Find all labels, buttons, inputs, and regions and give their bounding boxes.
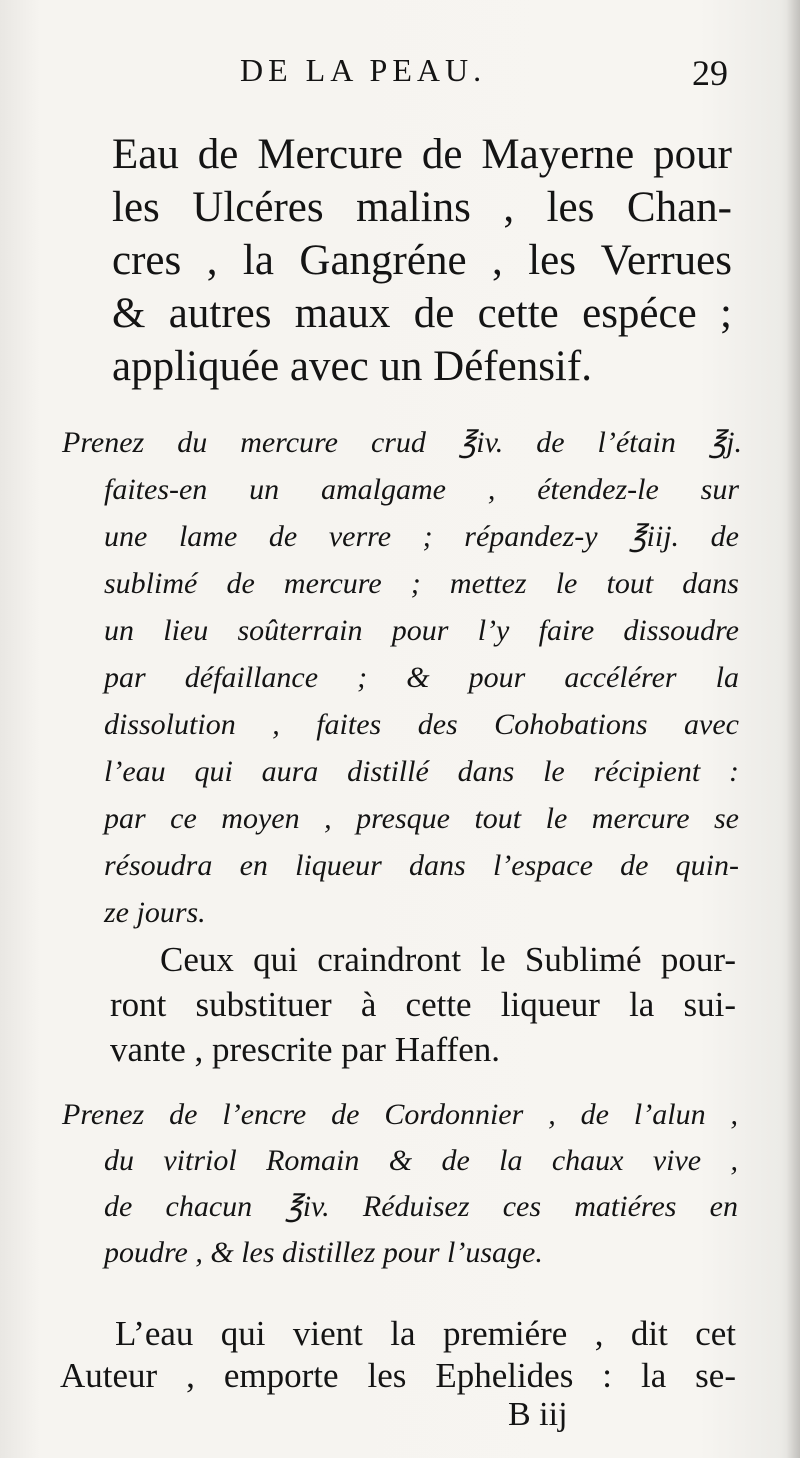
recipe-line: résoudra en liqueur dans l’espace de quin-: [104, 849, 739, 882]
title-line: cres , la Gangréne , les Verrues: [112, 237, 732, 284]
recipe-line: Prenez de l’encre de Cordonnier , de l’alun ,: [62, 1098, 738, 1131]
page-number: 29: [692, 53, 728, 93]
recipe-line: par défaillance ; & pour accélérer la: [104, 661, 739, 694]
signature-mark: B iij: [508, 1396, 568, 1433]
recipe-line: un lieu soûterrain pour l’y faire dissoudre: [104, 614, 739, 647]
title-line: Eau de Mercure de Mayerne pour: [112, 131, 732, 178]
recipe-line: faites-en un amalgame , étendez-le sur: [104, 473, 739, 506]
running-head: DE LA PEAU.: [240, 52, 487, 88]
recipe-line: dissolution , faites des Cohobations avec: [104, 708, 739, 741]
recipe-line: poudre , & les distillez pour l’usage.: [104, 1236, 543, 1269]
page-edge-shadow: [786, 0, 800, 1458]
paragraph-line: Ceux qui craindront le Sublimé pour-: [160, 940, 736, 979]
title-line: les Ulcéres malins , les Chan-: [112, 184, 732, 231]
recipe-line: Prenez du mercure crud ℥iv. de l’étain ℥j.: [62, 426, 742, 459]
recipe-line: ze jours.: [104, 896, 206, 929]
title-line: appliquée avec un Défensif.: [112, 343, 592, 390]
paragraph-line: L’eau qui vient la premiére , dit cet: [115, 1314, 736, 1353]
recipe-line: du vitriol Romain & de la chaux vive ,: [104, 1144, 738, 1177]
paragraph-line: ront substituer à cette liqueur la sui-: [110, 985, 736, 1024]
recipe-line: une lame de verre ; répandez-y ℥iij. de: [104, 520, 739, 553]
recipe-line: sublimé de mercure ; mettez le tout dans: [104, 567, 739, 600]
recipe-line: de chacun ℥iv. Réduisez ces matiéres en: [104, 1190, 738, 1223]
recipe-line: l’eau qui aura distillé dans le récipient :: [104, 755, 739, 788]
paragraph-line: vante , prescrite par Haffen.: [110, 1030, 500, 1069]
recipe-line: par ce moyen , presque tout le mercure se: [104, 802, 739, 835]
paragraph-line: Auteur , emporte les Ephelides : la se-: [60, 1356, 736, 1395]
title-line: & autres maux de cette espéce ;: [112, 290, 732, 337]
